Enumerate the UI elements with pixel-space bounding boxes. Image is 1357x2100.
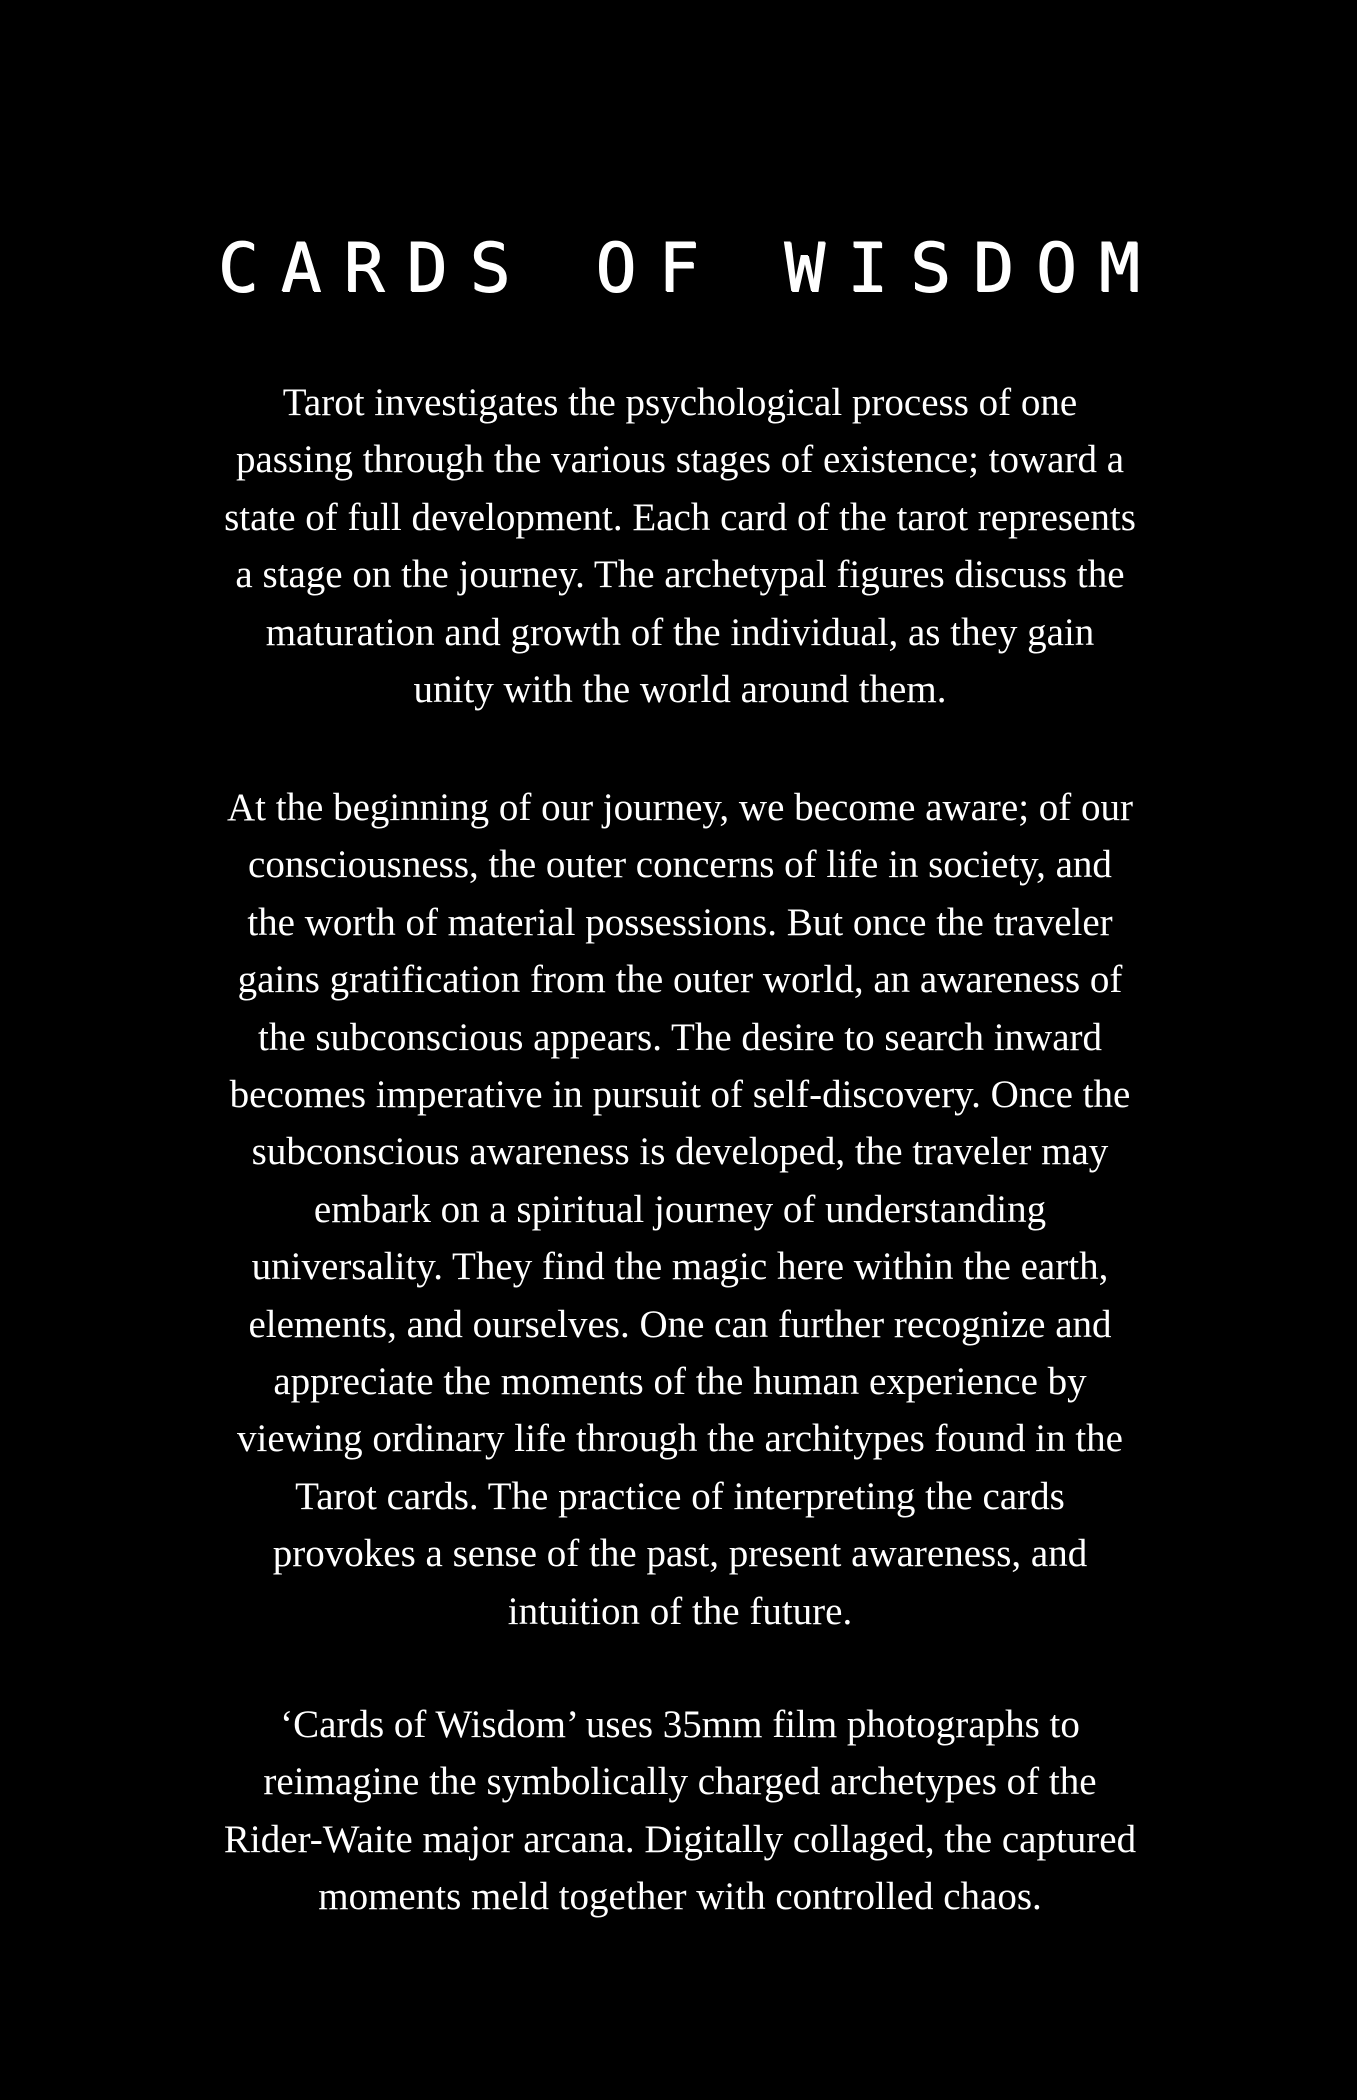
paragraph-line: reimagine the symbolically charged archetypes of the	[263, 1760, 1097, 1804]
project-paragraph	[140, 1696, 1220, 1926]
paragraph-line: universality. They find the magic here within the earth,	[251, 1245, 1109, 1289]
paragraph-line: Tarot cards. The practice of interpreting the cards	[295, 1474, 1065, 1518]
paragraph-line: subconscious awareness is developed, the traveler may	[251, 1130, 1109, 1174]
paragraph-line: gains gratification from the outer world, an awareness of	[237, 958, 1123, 1002]
paragraph-line: embark on a spiritual journey of understanding	[313, 1187, 1047, 1231]
paragraph-line: appreciate the moments of the human experience by	[273, 1360, 1087, 1404]
intro-paragraph	[140, 374, 1220, 718]
paragraph-line: the worth of material possessions. But once the traveler	[247, 900, 1113, 944]
paragraph-line: becomes imperative in pursuit of self-discovery. Once the	[229, 1073, 1131, 1117]
paragraph-line: passing through the various stages of existence; toward a	[235, 438, 1125, 482]
paragraph-line: provokes a sense of the past, present awareness, and	[272, 1532, 1088, 1576]
page-title: CARDS OF WISDOM	[217, 228, 1162, 308]
paragraph-line: unity with the world around them.	[413, 668, 947, 712]
paragraph-line: elements, and ourselves. One can further recognize and	[248, 1302, 1112, 1346]
paragraph-line: Tarot investigates the psychological process of one	[282, 381, 1078, 424]
paragraph-line: intuition of the future.	[507, 1589, 853, 1633]
paragraph-line: viewing ordinary life through the architypes found in the	[237, 1417, 1123, 1461]
paragraph-line: state of full development. Each card of the tarot represents	[224, 495, 1136, 539]
paragraph-line: ‘Cards of Wisdom’ uses 35mm film photographs to	[280, 1703, 1080, 1746]
paragraph-line: Rider-Waite major arcana. Digitally collaged, the captured	[223, 1817, 1137, 1861]
paragraph-line: a stage on the journey. The archetypal figures discuss the	[235, 553, 1125, 597]
paragraph-line: moments meld together with controlled chaos.	[318, 1875, 1042, 1919]
paragraph-line: maturation and growth of the individual, as they gain	[265, 610, 1095, 654]
paragraph-line: At the beginning of our journey, we become aware; of our	[226, 786, 1134, 829]
paragraph-line: the subconscious appears. The desire to search inward	[257, 1015, 1102, 1059]
paragraph-line: consciousness, the outer concerns of life in society, and	[248, 843, 1112, 887]
journey-paragraph	[140, 779, 1220, 1640]
